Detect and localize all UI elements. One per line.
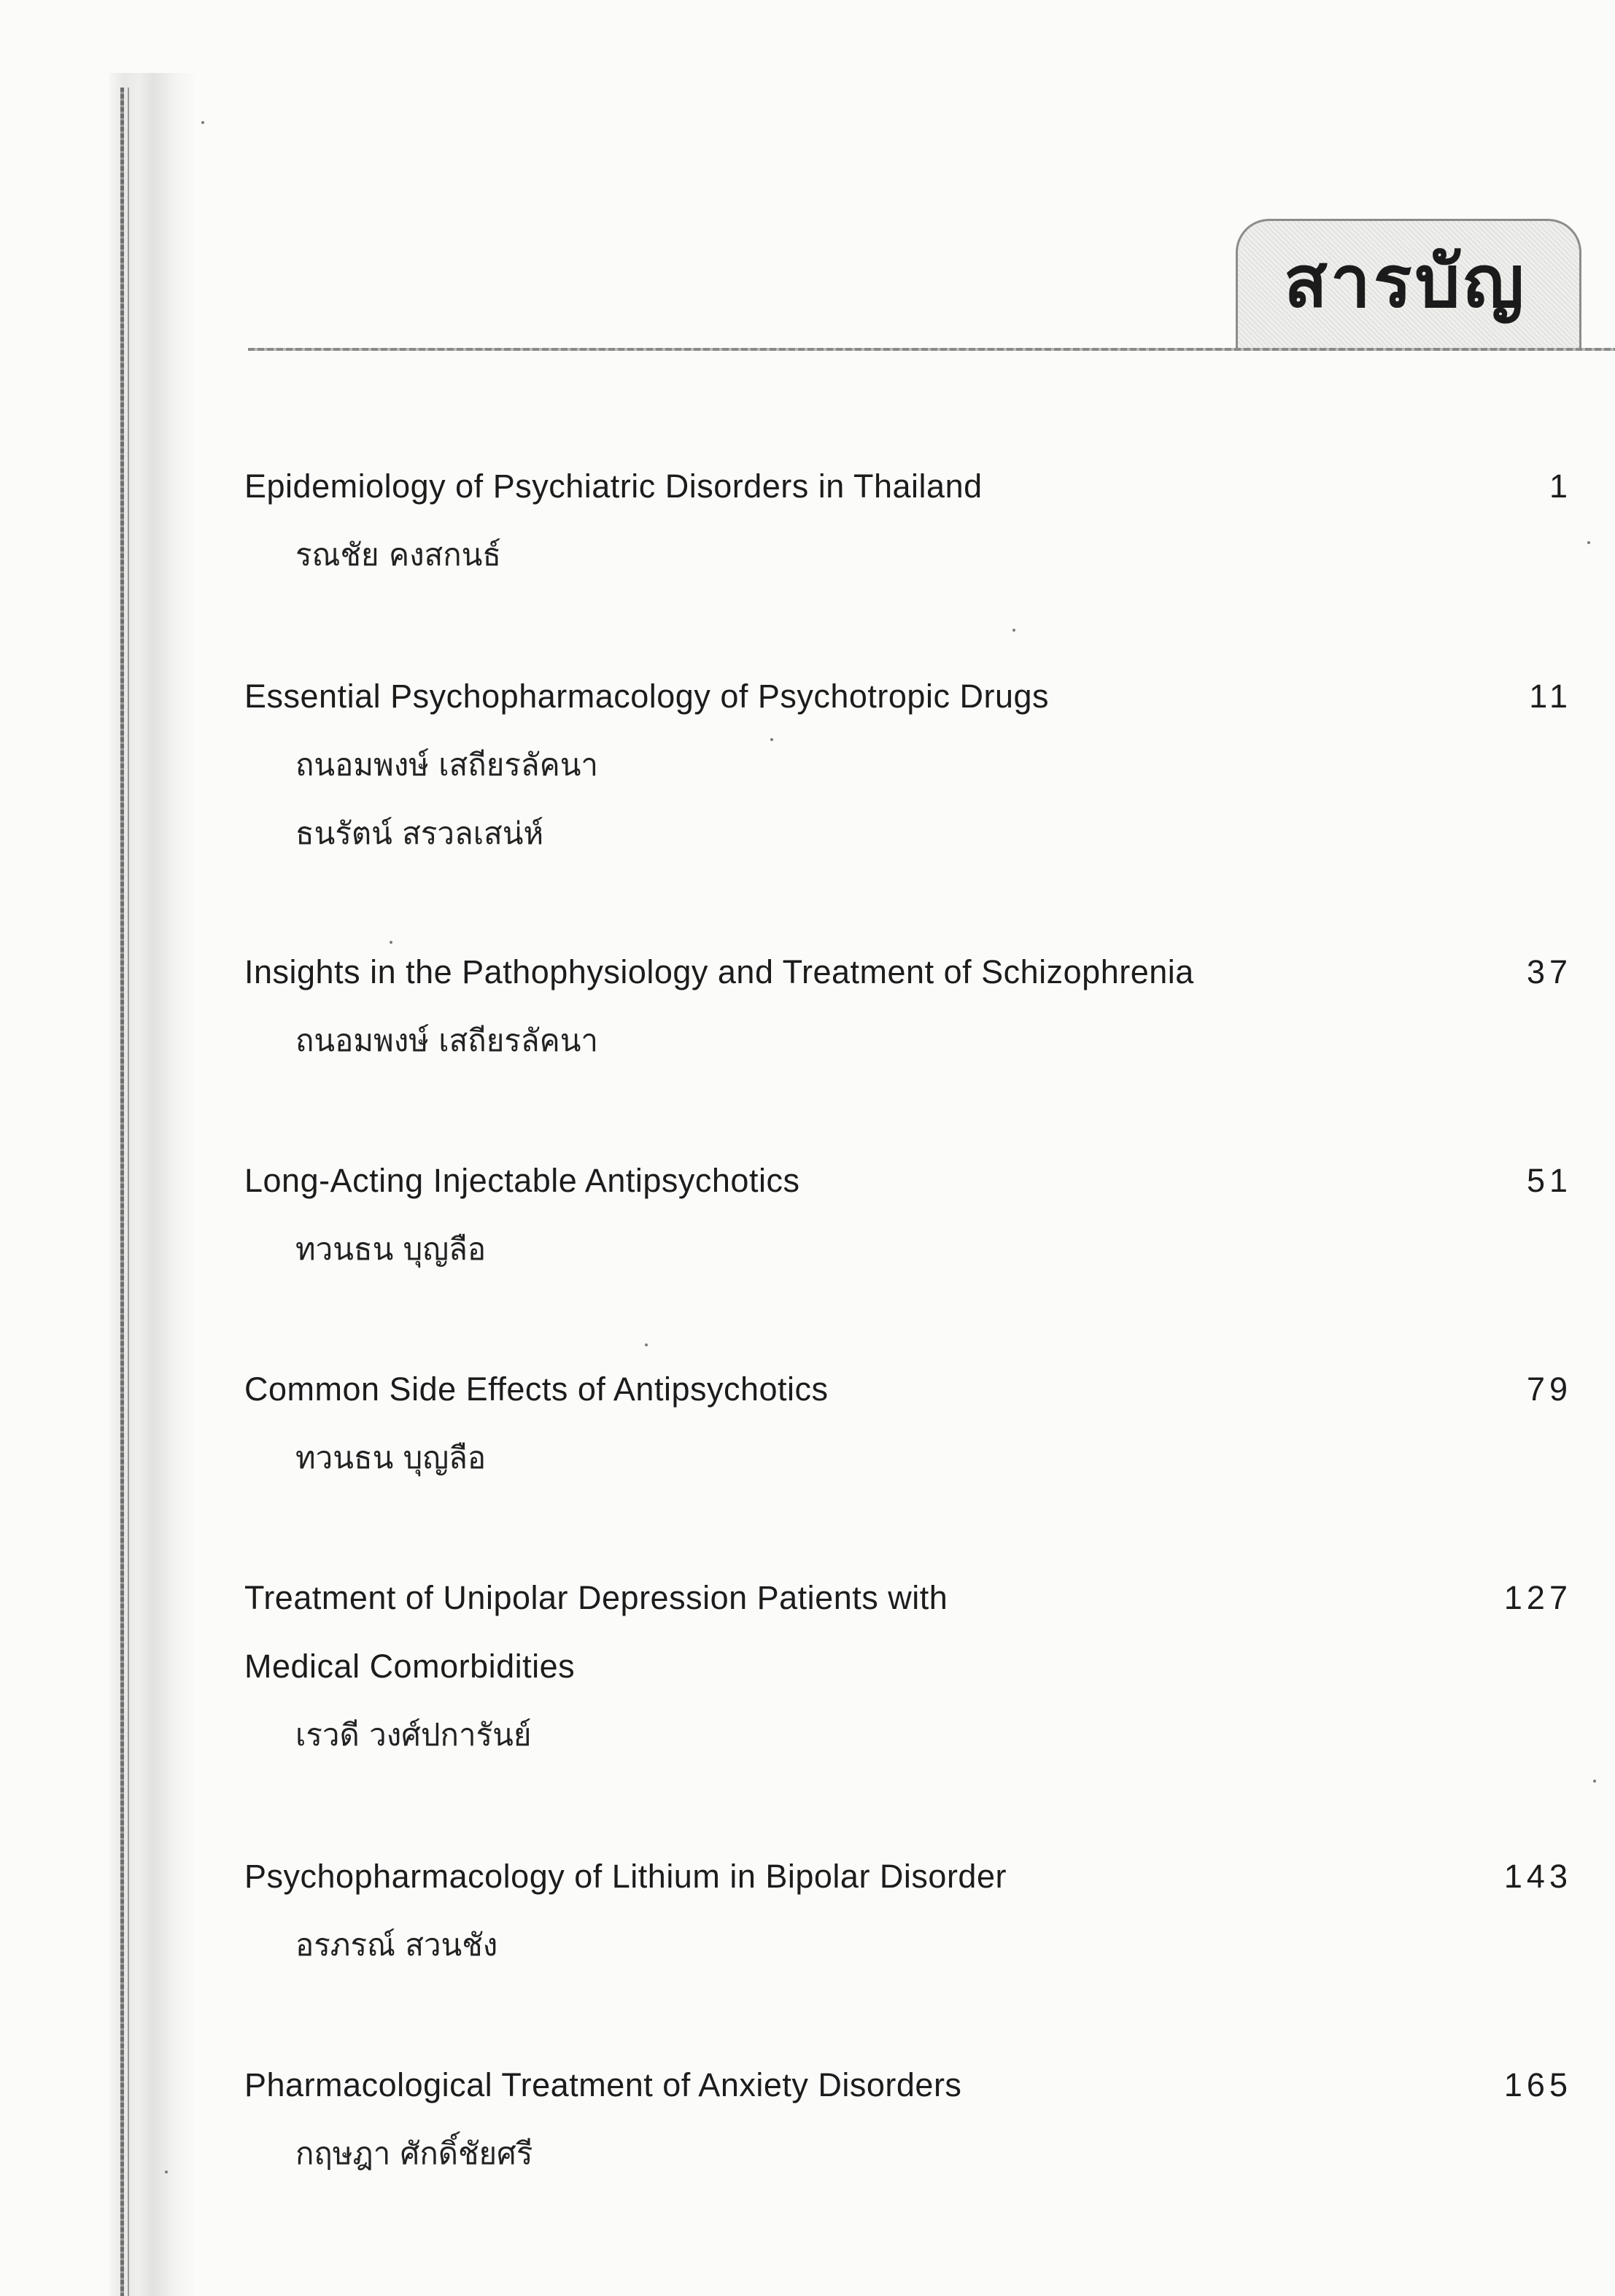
scan-speck — [201, 121, 204, 124]
entry-author: ทวนธน บุญลือ — [295, 1231, 487, 1267]
entry-page-number: 11 — [1529, 678, 1572, 715]
toc-entry — [244, 662, 1572, 868]
entry-title-line: Essential Psychopharmacology of Psychotropic Drugs — [244, 678, 1050, 715]
entry-page-number: 1 — [1549, 468, 1572, 505]
scan-speck — [645, 1343, 648, 1346]
entry-title — [244, 452, 1455, 521]
entry-page-number: 127 — [1503, 1579, 1572, 1616]
entry-author: รณชัย คงสกนธ์ — [295, 537, 502, 573]
entry-title-line: Psychopharmacology of Lithium in Bipolar Disorder — [244, 1858, 1007, 1895]
toc-entry — [244, 1564, 1572, 1769]
toc-entry — [244, 452, 1572, 589]
scan-speck — [1012, 629, 1015, 632]
entry-author: ทวนธน บุญลือ — [295, 1440, 487, 1475]
toc-entry — [244, 1355, 1572, 1492]
entry-title — [244, 1564, 1455, 1701]
toc-entry — [244, 1842, 1572, 1979]
scan-binding-edge — [120, 88, 124, 2296]
entry-title-line: Insights in the Pathophysiology and Treatment of Schizophrenia — [244, 953, 1194, 990]
scan-speck — [390, 941, 392, 944]
entry-title — [244, 662, 1455, 731]
toc-entry — [244, 1147, 1572, 1284]
scan-binding-edge-inner — [128, 88, 129, 2296]
entry-page-number: 165 — [1503, 2066, 1572, 2103]
entry-title — [244, 938, 1455, 1007]
entry-title — [244, 1147, 1455, 1215]
toc-entry — [244, 2051, 1572, 2188]
entry-author: ธนรัตน์ สรวลเสน่ห์ — [295, 815, 544, 851]
toc-entry — [244, 938, 1572, 1075]
entry-title-line: Long-Acting Injectable Antipsychotics — [244, 1162, 800, 1199]
entry-author: อรภรณ์ สวนชัง — [295, 1927, 498, 1963]
entry-title — [244, 1842, 1455, 1911]
entry-page-number: 37 — [1526, 953, 1572, 990]
title-rule — [248, 348, 1615, 351]
scan-speck — [165, 2171, 168, 2173]
entry-title-line: Pharmacological Treatment of Anxiety Disorders — [244, 2066, 962, 2103]
scan-speck — [1593, 1780, 1596, 1783]
entry-title-line: Common Side Effects of Antipsychotics — [244, 1370, 829, 1408]
page-title: สารบัญ — [1284, 241, 1527, 324]
scan-speck — [1587, 541, 1590, 544]
entry-author: ถนอมพงษ์ เสถียรลัคนา — [295, 1023, 598, 1058]
entry-title-line: Epidemiology of Psychiatric Disorders in Thailand — [244, 468, 983, 505]
entry-page-number: 51 — [1526, 1162, 1572, 1199]
entry-title-line: Medical Comorbidities — [244, 1648, 576, 1685]
entry-title-line: Treatment of Unipolar Depression Patients with — [244, 1579, 948, 1616]
entry-author: ถนอมพงษ์ เสถียรลัคนา — [295, 747, 598, 783]
entry-page-number: 79 — [1526, 1370, 1572, 1408]
entry-title — [244, 2051, 1455, 2119]
entry-author: กฤษฎา ศักดิ์ชัยศรี — [295, 2136, 533, 2171]
scan-speck — [770, 738, 773, 741]
entry-title — [244, 1355, 1455, 1424]
entry-author: เรวดี วงศ์ปการันย์ — [295, 1717, 532, 1753]
entry-page-number: 143 — [1503, 1858, 1572, 1895]
